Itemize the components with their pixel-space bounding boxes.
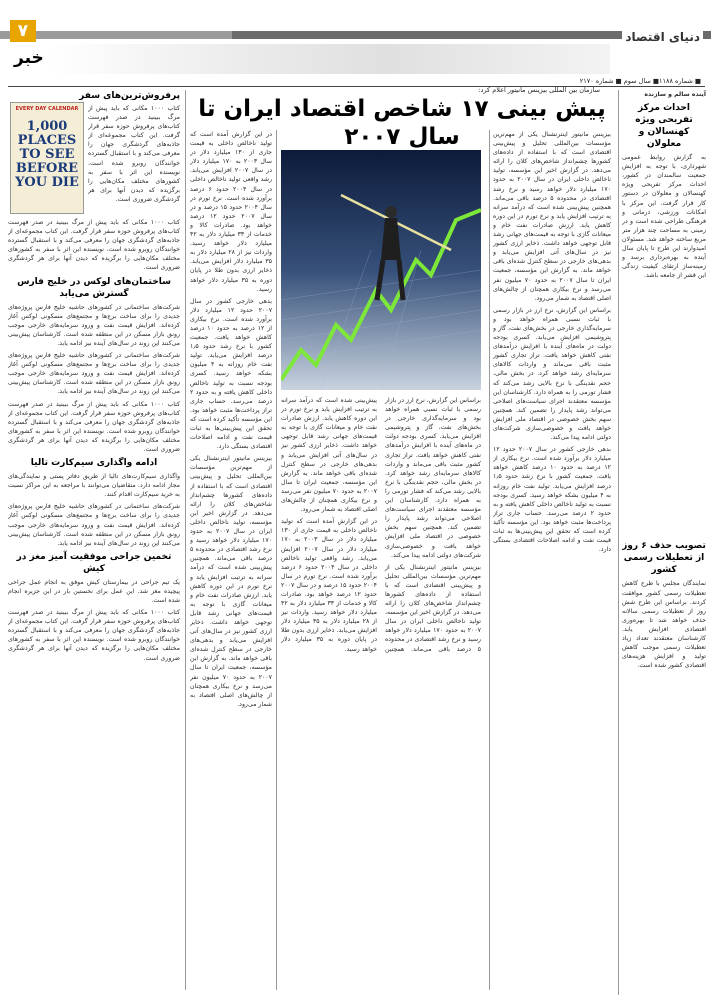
- tightrope-walker-illustration: [281, 150, 481, 390]
- article-column-1-text-b: براساس این گزارش، نرخ ارز در بازار رسمی با ثبات نسبی همراه خواهد بود و سرمایه‌گذاری خارجی در بخش‌های نفت، گاز و پتروشیمی افزایش می‌یابد. کسری بودجه دولت در ماه‌های آینده با افزایش درآمدهای نفتی کاهش خواهد یافت. تراز تجاری کشور مثبت باقی می‌ماند و واردات کالاهای سرمایه‌ای رشد خواهد کرد. در بخش مالی، حجم نقدینگی با نرخ بالایی رشد می‌کند که فشار تورمی را به همراه دارد. کارشناسان این مؤسسه معتقدند اجرای سیاست‌های اصلاحی می‌تواند رشد پایدار را تضمین کند. همچنین سهم بخش خصوصی در اقتصاد ملی افزایش خواهد یافت و خصوصی‌سازی شرکت‌های دولتی ادامه پیدا می‌کند.: [493, 306, 611, 442]
- newspaper-brand: دنیای اقتصاد: [622, 30, 703, 44]
- article-column-1: [493, 130, 611, 990]
- article-column-2-text: براساس این گزارش، نرخ ارز در بازار رسمی با ثبات نسبی همراه خواهد بود و سرمایه‌گذاری خارجی در بخش‌های نفت، گاز و پتروشیمی افزایش می‌یابد. کسری بودجه دولت در ماه‌های آینده با افزایش درآمدهای نفتی کاهش خواهد یافت. تراز تجاری کشور مثبت باقی می‌ماند و واردات کالاهای سرمایه‌ای رشد خواهد کرد. در بخش مالی، حجم نقدینگی با نرخ بالایی رشد می‌کند که فشار تورمی را به همراه دارد. کارشناسان این مؤسسه معتقدند اجرای سیاست‌های اصلاحی می‌تواند رشد پایدار را تضمین کند. همچنین سهم بخش خصوصی در اقتصاد ملی افزایش خواهد یافت و خصوصی‌سازی شرکت‌های دولتی ادامه پیدا می‌کند.: [385, 397, 481, 559]
- sidebar-left: [8, 218, 180, 990]
- sidebar-left-heading-wrap: [8, 90, 180, 100]
- sidebar-left-intro: [88, 104, 180, 214]
- sidebar-right-heading: آینده سالم و سازنده: [644, 91, 706, 98]
- sidebar-left-body2: شرکت‌های ساختمانی در کشورهای حاشیه خلیج فارس پروژه‌های جدیدی را برای ساخت برج‌ها و مجتمع‌های مسکونی لوکس آغاز کرده‌اند. افزایش قیمت نفت و ورود سرمایه‌های خارجی موجب رونق بازار مسکن در این منطقه شده است. کارشناسان پیش‌بینی می‌کنند این روند در سال‌های آینده نیز ادامه یابد.: [8, 303, 180, 347]
- sidebar-left-body2-cont: شرکت‌های ساختمانی در کشورهای حاشیه خلیج فارس پروژه‌های جدیدی را برای ساخت برج‌ها و مجتمع‌های مسکونی لوکس آغاز کرده‌اند. افزایش قیمت نفت و ورود سرمایه‌های خارجی موجب رونق بازار مسکن در این منطقه شده است. کارشناسان پیش‌بینی می‌کنند این روند در سال‌های آینده نیز ادامه یابد.: [8, 352, 180, 396]
- sidebar-left-heading: پرفروش‌ترین‌های سفر: [79, 91, 180, 100]
- article-kicker: سازمان بین المللی بیزینس مانیتور اعلام کرد:: [478, 86, 600, 94]
- article-column-3-text-c: بیزینس مانیتور اینترنشنال یکی از مهم‌ترین مؤسسات بین‌المللی تحلیل و پیش‌بینی اقتصادی است که با استفاده از داده‌های کشورها چشم‌انداز شاخص‌های کلان را ارائه می‌دهد. در گزارش اخیر این مؤسسه، تولید ناخالص داخلی ایران در سال ۲۰۰۷ به حدود ۱۷۰ میلیارد دلار خواهد رسید و نرخ رشد اقتصادی در محدوده ۵ درصد باقی می‌ماند. همچنین پیش‌بینی شده است که درآمد سرانه به ترتیب افزایش یابد و نرخ تورم در این دوره کاهش یابد. ارزش صادرات نفت خام و میعانات گازی با توجه به قیمت‌های جهانی رشد قابل توجهی خواهد داشت. ذخایر ارزی کشور نیز در سال‌های آتی افزایش می‌یابد و بدهی‌های خارجی در سطح کنترل شده‌ای باقی خواهد ماند. به گزارش این مؤسسه، جمعیت ایران تا سال ۲۰۰۷ به حدود ۷۰ میلیون نفر می‌رسد و نرخ بیکاری همچنان از چالش‌های اصلی اقتصاد به شمار می‌رود.: [190, 455, 272, 708]
- book-line-2: PLACES: [17, 133, 77, 148]
- article-column-1-text-c: بدهی خارجی کشور در سال ۲۰۰۷ حدود ۱۲ میلیارد دلار برآورد شده است. نرخ بیکاری از ۱۲ درصد به حدود ۱۰ درصد کاهش خواهد یافت. جمعیت کشور با نرخ رشد حدود ۱٫۵ درصد افزایش می‌یابد. تولید نفت خام روزانه به ۴ میلیون بشکه خواهد رسید. کسری بودجه نسبت به تولید ناخالص داخلی کاهش یافته و به حدود ۲ درصد می‌رسد. حساب جاری تراز پرداخت‌ها مثبت خواهد بود. این مؤسسه تأکید کرده است که تحقق این پیش‌بینی‌ها به ثبات قیمت نفت و ادامه اصلاحات اقتصادی بستگی دارد.: [493, 446, 611, 554]
- book-cover: [10, 102, 84, 214]
- figure-head: [385, 206, 397, 218]
- book-line-1: 1,000: [26, 119, 68, 134]
- book-line-4: BEFORE: [15, 161, 79, 176]
- issue-line: ■ شماره ۱۱۸۸■ سال سوم ■ شماره ۲۱۷۰: [579, 77, 701, 85]
- sidebar-left-body2-cont-b: کتاب ۱۰۰۰ مکانی که باید پیش از مرگ ببینید در صدر فهرست کتاب‌های پرفروش حوزه سفر قرار گرفت. این کتاب مجموعه‌ای از جاذبه‌های گردشگری جهان را معرفی می‌کند و با استقبال گسترده خوانندگان روبرو شده است. نویسنده این اثر با سفر به کشورهای مختلف مکان‌هایی را برگزیده که دیدن آنها برای هر گردشگری ضروری است.: [8, 400, 180, 453]
- article-column-2: [281, 396, 481, 990]
- article-photo: [281, 150, 481, 390]
- article-column-2-text-c: در این گزارش آمده است که تولید ناخالص داخلی به قیمت جاری از ۱۳۰ میلیارد دلار در سال ۲۰۰۳ به ۱۷۰ میلیارد دلار در سال ۲۰۰۷ افزایش می‌یابد. رشد واقعی تولید ناخالص داخلی در سال ۲۰۰۴ حدود ۶ درصد برآورد شده است. نرخ تورم در سال ۲۰۰۴ حدود ۱۵ درصد و در سال ۲۰۰۷ حدود ۱۲ درصد خواهد بود. صادرات کالا و خدمات از ۳۳ میلیارد دلار به ۴۲ میلیارد دلار خواهد رسید. واردات نیز از ۲۸ میلیارد دلار به ۳۵ میلیارد دلار افزایش می‌یابد. ذخایر ارزی بدون طلا در پایان دوره به ۳۵ میلیارد دلار خواهد رسید.: [281, 518, 377, 653]
- sidebar-left-body4: یک تیم جراحی در بیمارستان کیش موفق به انجام عمل جراحی پیچیده مغز شد. این عمل برای نخستین بار در این جزیره انجام شده است.: [8, 578, 180, 604]
- sidebar-left-title4: تخمین جراحی موفقیت آمیز مغز در کیش: [16, 551, 172, 574]
- article-headline: پیش بینی ۱۷ شاخص اقتصاد ایران تا سال ۲۰۰۷: [198, 96, 606, 150]
- sidebar-left-body3: واگذاری سیم‌کارت‌های تالیا از طریق دفاتر پستی و نمایندگی‌های مجاز ادامه دارد. متقاضیان می‌توانند با مراجعه به این مراکز نسبت به خرید سیم‌کارت اقدام کنند.: [8, 473, 180, 499]
- column-divider: [618, 90, 619, 995]
- sidebar-left-body-cont: کتاب ۱۰۰۰ مکانی که باید پیش از مرگ ببینید در صدر فهرست کتاب‌های پرفروش حوزه سفر قرار گرفت. این کتاب مجموعه‌ای از جاذبه‌های گردشگری جهان را معرفی می‌کند و با استقبال گسترده خوانندگان روبرو شده است. نویسنده این اثر با سفر به کشورهای مختلف مکان‌هایی را برگزیده که دیدن آنها برای هر گردشگری ضروری است.: [8, 219, 180, 272]
- right-sidebar: [622, 90, 706, 990]
- sidebar-right-title: احداث مرکز تفریحی ویژه کهنسالان و معلولان: [635, 103, 693, 150]
- sidebar-left-title3: ادامه واگذاری سیم‌کارت تالیا: [30, 458, 158, 469]
- book-small-line: EVERY DAY CALENDAR: [15, 106, 79, 112]
- book-line-5: YOU DIE: [15, 175, 79, 190]
- sidebar-left-body4-cont: کتاب ۱۰۰۰ مکانی که باید پیش از مرگ ببینید در صدر فهرست کتاب‌های پرفروش حوزه سفر قرار گرفت. این کتاب مجموعه‌ای از جاذبه‌های گردشگری جهان را معرفی می‌کند و با استقبال گسترده خوانندگان روبرو شده است. نویسنده این اثر با سفر به کشورهای مختلف مکان‌هایی را برگزیده که دیدن آنها برای هر گردشگری ضروری است.: [8, 609, 180, 662]
- sidebar-left-title2: ساختمان‌های لوکس در خلیج فارس گسترش می‌یابد: [17, 276, 171, 299]
- article-column-1-text: بیزینس مانیتور اینترنشنال یکی از مهم‌ترین مؤسسات بین‌المللی تحلیل و پیش‌بینی اقتصادی است که با استفاده از داده‌های کشورها چشم‌انداز شاخص‌های کلان را ارائه می‌دهد. در گزارش اخیر این مؤسسه، تولید ناخالص داخلی ایران در سال ۲۰۰۷ به حدود ۱۷۰ میلیارد دلار خواهد رسید و نرخ رشد اقتصادی در محدوده ۵ درصد باقی می‌ماند. همچنین پیش‌بینی شده است که درآمد سرانه به ترتیب افزایش یابد و نرخ تورم در این دوره کاهش یابد. ارزش صادرات نفت خام و میعانات گازی با توجه به قیمت‌های جهانی رشد قابل توجهی خواهد داشت. ذخایر ارزی کشور نیز در سال‌های آتی افزایش می‌یابد و بدهی‌های خارجی در سطح کنترل شده‌ای باقی خواهد ماند. به گزارش این مؤسسه، جمعیت ایران تا سال ۲۰۰۷ به حدود ۷۰ میلیون نفر می‌رسد و نرخ بیکاری همچنان از چالش‌های اصلی اقتصاد به شمار می‌رود.: [493, 131, 611, 302]
- column-divider: [185, 90, 186, 990]
- book-line-3: TO SEE: [19, 147, 75, 162]
- article-column-3: [190, 130, 272, 990]
- article-column-3-text-b: بدهی خارجی کشور در سال ۲۰۰۷ حدود ۱۲ میلیارد دلار برآورد شده است. نرخ بیکاری از ۱۲ درصد به حدود ۱۰ درصد کاهش خواهد یافت. جمعیت کشور با نرخ رشد حدود ۱٫۵ درصد افزایش می‌یابد. تولید نفت خام روزانه به ۴ میلیون بشکه خواهد رسید. کسری بودجه نسبت به تولید ناخالص داخلی کاهش یافته و به حدود ۲ درصد می‌رسد. حساب جاری تراز پرداخت‌ها مثبت خواهد بود. این مؤسسه تأکید کرده است که تحقق این پیش‌بینی‌ها به ثبات قیمت نفت و ادامه اصلاحات اقتصادی بستگی دارد.: [190, 297, 272, 451]
- article-column-2-text-b: بیزینس مانیتور اینترنشنال یکی از مهم‌ترین مؤسسات بین‌المللی تحلیل و پیش‌بینی اقتصادی است که با استفاده از داده‌های کشورها چشم‌انداز شاخص‌های کلان را ارائه می‌دهد. در گزارش اخیر این مؤسسه، تولید ناخالص داخلی ایران در سال ۲۰۰۷ به حدود ۱۷۰ میلیارد دلار خواهد رسید و نرخ رشد اقتصادی در محدوده ۵ درصد باقی می‌ماند. همچنین پیش‌بینی شده است که درآمد سرانه به ترتیب افزایش یابد و نرخ تورم در این دوره کاهش یابد. ارزش صادرات نفت خام و میعانات گازی با توجه به قیمت‌های جهانی رشد قابل توجهی خواهد داشت. ذخایر ارزی کشور نیز در سال‌های آتی افزایش می‌یابد و بدهی‌های خارجی در سطح کنترل شده‌ای باقی خواهد ماند. به گزارش این مؤسسه، جمعیت ایران تا سال ۲۰۰۷ به حدود ۷۰ میلیون نفر می‌رسد و نرخ بیکاری همچنان از چالش‌های اصلی اقتصاد به شمار می‌رود.: [281, 397, 481, 653]
- sidebar-left-body: کتاب ۱۰۰۰ مکانی که باید پیش از مرگ ببینید در صدر فهرست کتاب‌های پرفروش حوزه سفر قرار گرفت. این کتاب مجموعه‌ای از جاذبه‌های گردشگری جهان را معرفی می‌کند و با استقبال گسترده خوانندگان روبرو شده است. نویسنده این اثر با سفر به کشورهای مختلف مکان‌هایی را برگزیده که دیدن آنها برای هر گردشگری ضروری است.: [88, 105, 180, 203]
- column-divider: [276, 130, 277, 990]
- sidebar-right-title2: تصویب حذف ۶ روز از تعطیلات رسمی کشور: [622, 541, 706, 576]
- sidebar-right-body2: نمایندگان مجلس با طرح کاهش تعطیلات رسمی کشور موافقت کردند. براساس این طرح شش روز از تعطیلات رسمی سالانه حذف خواهد شد تا بهره‌وری اقتصادی افزایش یابد. کارشناسان معتقدند تعداد زیاد تعطیلات رسمی موجب کاهش تولید و افزایش هزینه‌های اقتصادی کشور شده است.: [622, 580, 706, 670]
- column-divider: [489, 130, 490, 990]
- section-title: خبر: [14, 48, 44, 68]
- header-band: [50, 44, 610, 74]
- article-column-3-text: در این گزارش آمده است که تولید ناخالص داخلی به قیمت جاری از ۱۳۰ میلیارد دلار در سال ۲۰۰۳ به ۱۷۰ میلیارد دلار در سال ۲۰۰۷ افزایش می‌یابد. رشد واقعی تولید ناخالص داخلی در سال ۲۰۰۴ حدود ۶ درصد برآورد شده است. نرخ تورم در سال ۲۰۰۴ حدود ۱۵ درصد و در سال ۲۰۰۷ حدود ۱۲ درصد خواهد بود. صادرات کالا و خدمات از ۳۳ میلیارد دلار به ۴۲ میلیارد دلار خواهد رسید. واردات نیز از ۲۸ میلیارد دلار به ۳۵ میلیارد دلار افزایش می‌یابد. ذخایر ارزی بدون طلا در پایان دوره به ۳۵ میلیارد دلار خواهد رسید.: [190, 131, 272, 293]
- page-number: ۷: [10, 20, 36, 42]
- sidebar-left-body3-cont: شرکت‌های ساختمانی در کشورهای حاشیه خلیج فارس پروژه‌های جدیدی را برای ساخت برج‌ها و مجتمع‌های مسکونی لوکس آغاز کرده‌اند. افزایش قیمت نفت و ورود سرمایه‌های خارجی موجب رونق بازار مسکن در این منطقه شده است. کارشناسان پیش‌بینی می‌کنند این روند در سال‌های آینده نیز ادامه یابد.: [8, 503, 180, 547]
- sidebar-right-body: به گزارش روابط عمومی شهرداری، با توجه به افزایش جمعیت سالمندان در کشور، احداث مرکز تفریحی ویژه کهنسالان و معلولان در دستور کار قرار گرفت. این مرکز با امکانات ورزشی، درمانی و فرهنگی طراحی شده است و در زمینی به مساحت چند هزار متر مربع ساخته خواهد شد. مسئولان امیدوارند این طرح تا پایان سال آینده به بهره‌برداری برسد و زمینه‌ساز ارتقای کیفیت زندگی این قشر از جامعه باشد.: [622, 154, 706, 280]
